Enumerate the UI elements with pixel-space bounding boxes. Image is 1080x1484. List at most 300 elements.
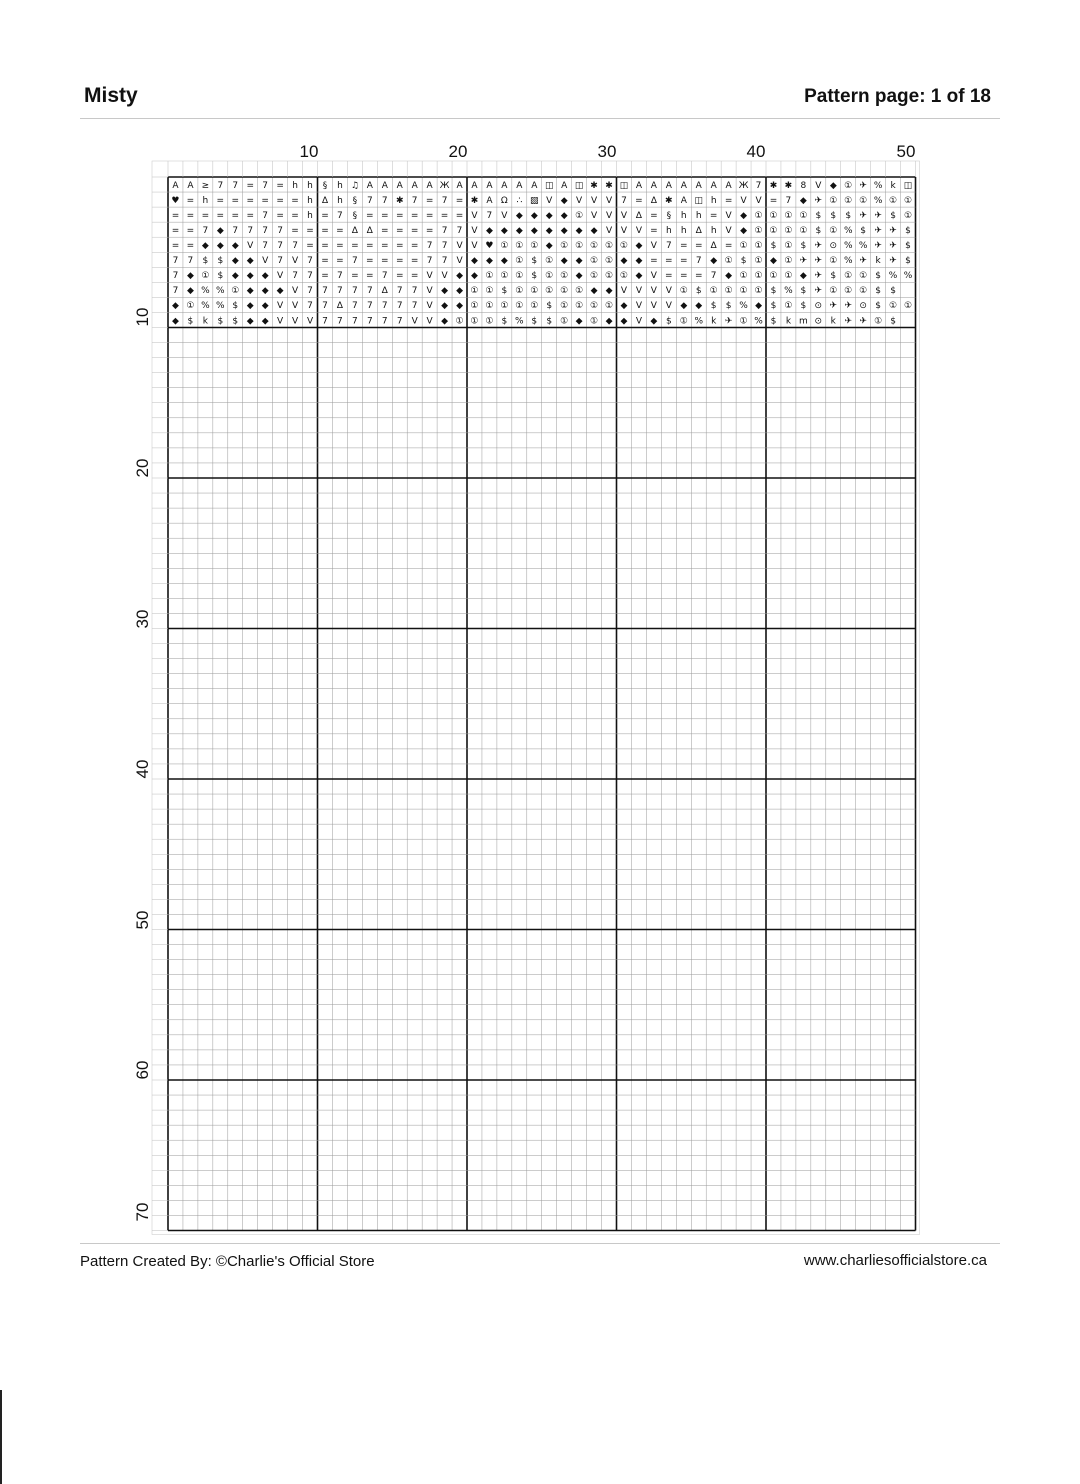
stitch-symbol: ◆ xyxy=(441,301,449,312)
stitch-symbol: ∆ xyxy=(336,301,343,312)
stitch-symbol: V xyxy=(755,195,762,206)
stitch-symbol: = xyxy=(246,195,254,206)
stitch-symbol: 7 xyxy=(426,241,433,252)
stitch-symbol: ① xyxy=(829,286,838,297)
stitch-symbol: ◆ xyxy=(515,225,523,236)
stitch-symbol: ◆ xyxy=(456,271,463,282)
stitch-symbol: ① xyxy=(545,256,554,267)
stitch-symbol: ① xyxy=(754,256,763,267)
stitch-symbol: = xyxy=(410,241,419,252)
stitch-symbol: ◆ xyxy=(441,316,449,327)
stitch-symbol: = xyxy=(366,241,374,252)
stitch-symbol: ① xyxy=(903,210,913,221)
stitch-symbol: 7 xyxy=(262,241,269,252)
stitch-symbol: A xyxy=(695,180,702,191)
stitch-symbol: 7 xyxy=(337,286,343,297)
stitch-symbol: = xyxy=(395,210,404,221)
stitch-symbol: ① xyxy=(739,316,748,327)
stitch-symbol: ① xyxy=(515,286,524,297)
stitch-symbol: ◆ xyxy=(530,210,538,221)
stitch-symbol: ✱ xyxy=(605,180,613,191)
stitch-symbol: 7 xyxy=(352,256,358,267)
stitch-symbol: h xyxy=(337,195,343,206)
stitch-symbol: ✱ xyxy=(590,180,598,191)
stitch-symbol: $ xyxy=(770,301,777,312)
row-label-10: 10 xyxy=(133,307,152,327)
stitch-symbol: = xyxy=(366,256,374,267)
stitch-symbol: $ xyxy=(815,210,822,221)
stitch-symbol: = xyxy=(186,195,195,206)
stitch-symbol: A xyxy=(516,180,523,191)
stitch-symbol: A xyxy=(650,180,657,191)
stitch-symbol: % xyxy=(201,286,210,297)
stitch-symbol: ① xyxy=(769,210,778,221)
stitch-symbol: ◫ xyxy=(903,180,913,191)
stitch-symbol: $ xyxy=(830,210,837,221)
stitch-symbol: h xyxy=(710,225,717,236)
stitch-symbol: = xyxy=(321,256,329,267)
stitch-symbol: 7 xyxy=(292,241,298,252)
stitch-symbol: % xyxy=(201,301,210,312)
stitch-symbol: = xyxy=(351,241,359,252)
stitch-symbol: ① xyxy=(844,286,853,297)
stitch-symbol: ✈ xyxy=(814,195,823,206)
stitch-symbol: ◆ xyxy=(650,316,658,327)
stitch-symbol: ① xyxy=(515,271,524,282)
stitch-symbol: ① xyxy=(903,195,913,206)
stitch-symbol: V xyxy=(635,301,643,312)
stitch-symbol: V xyxy=(650,271,657,282)
stitch-symbol: = xyxy=(351,271,359,282)
stitch-symbol: ✈ xyxy=(874,225,882,236)
stitch-symbol: ① xyxy=(709,286,718,297)
stitch-symbol: ① xyxy=(590,256,599,267)
stitch-symbol: ✈ xyxy=(874,210,882,221)
stitch-symbol: $ xyxy=(875,271,881,282)
stitch-symbol: ◆ xyxy=(695,301,703,312)
stitch-symbol: ✈ xyxy=(859,316,867,327)
stitch-symbol: ① xyxy=(575,286,584,297)
stitch-symbol: V xyxy=(471,210,478,221)
stitch-symbol: ◆ xyxy=(201,241,209,252)
stitch-symbol: A xyxy=(396,180,403,191)
stitch-symbol: ◆ xyxy=(246,271,254,282)
stitch-symbol: ① xyxy=(201,271,210,282)
stitch-symbol: ✱ xyxy=(784,180,793,191)
stitch-symbol: ∴ xyxy=(516,195,523,206)
stitch-symbol: ✈ xyxy=(859,180,867,191)
stitch-symbol: $ xyxy=(232,301,239,312)
stitch-symbol: ◆ xyxy=(456,301,463,312)
stitch-symbol: V xyxy=(441,271,448,282)
stitch-symbol: $ xyxy=(770,241,777,252)
stitch-symbol: ✈ xyxy=(814,256,823,267)
stitch-symbol: h xyxy=(307,210,313,221)
stitch-symbol: A xyxy=(561,180,568,191)
stitch-symbol: = xyxy=(650,256,658,267)
stitch-symbol: 7 xyxy=(277,241,283,252)
stitch-symbol: 7 xyxy=(202,225,209,236)
stitch-symbol: = xyxy=(321,271,329,282)
stitch-symbol: ① xyxy=(799,210,808,221)
stitch-symbol: § xyxy=(322,180,328,191)
stitch-symbol: ♥ xyxy=(485,241,494,252)
stitch-symbol: ① xyxy=(545,271,554,282)
stitch-symbol: § xyxy=(352,195,358,206)
stitch-symbol: ◆ xyxy=(575,225,583,236)
row-label-20: 20 xyxy=(133,458,152,478)
stitch-symbol: = xyxy=(381,225,389,236)
stitch-symbol: = xyxy=(276,180,284,191)
stitch-symbol: = xyxy=(291,195,299,206)
stitch-symbol: $ xyxy=(217,256,224,267)
scan-edge-mark xyxy=(0,1390,2,1484)
stitch-symbol: ① xyxy=(485,271,494,282)
stitch-symbol: 7 xyxy=(366,195,373,206)
stitch-symbol: = xyxy=(680,271,688,282)
stitch-symbol: 7 xyxy=(262,225,269,236)
stitch-symbol: A xyxy=(411,180,418,191)
stitch-symbol: k xyxy=(890,180,896,191)
stitch-symbol: = xyxy=(336,225,344,236)
stitch-symbol: % xyxy=(694,316,704,327)
stitch-symbol: $ xyxy=(800,241,807,252)
stitch-symbol: ◆ xyxy=(560,195,568,206)
stitch-symbol: A xyxy=(635,180,643,191)
stitch-symbol: ① xyxy=(679,316,688,327)
stitch-symbol: ∆ xyxy=(351,225,358,236)
stitch-symbol: A xyxy=(725,180,732,191)
stitch-symbol: ◆ xyxy=(261,286,269,297)
stitch-symbol: ① xyxy=(500,241,509,252)
stitch-symbol: ◆ xyxy=(246,316,254,327)
stitch-symbol: ◆ xyxy=(590,286,598,297)
stitch-symbol: ① xyxy=(799,225,808,236)
stitch-symbol: 7 xyxy=(172,271,179,282)
stitch-symbol: $ xyxy=(695,286,702,297)
stitch-symbol: ◆ xyxy=(799,271,807,282)
stitch-symbol: 7 xyxy=(307,286,313,297)
stitch-symbol: = xyxy=(425,195,434,206)
stitch-symbol: ◆ xyxy=(635,256,643,267)
stitch-symbol: A xyxy=(471,180,478,191)
stitch-symbol: ◆ xyxy=(770,256,777,267)
stitch-symbol: $ xyxy=(800,286,807,297)
stitch-symbol: ◆ xyxy=(231,271,239,282)
stitch-symbol: V xyxy=(605,195,613,206)
store-website-link[interactable]: www.charliesofficialstore.ca xyxy=(803,1252,987,1269)
stitch-symbol: ① xyxy=(186,301,195,312)
stitch-symbol: = xyxy=(694,271,703,282)
stitch-symbol: ① xyxy=(844,195,853,206)
stitch-symbol: h xyxy=(292,180,298,191)
stitch-symbol: 7 xyxy=(366,316,373,327)
stitch-symbol: = xyxy=(395,225,404,236)
stitch-symbol: ◆ xyxy=(186,286,194,297)
stitch-symbol: 7 xyxy=(322,301,328,312)
stitch-symbol: ◆ xyxy=(485,225,493,236)
stitch-symbol: ◆ xyxy=(276,286,284,297)
stitch-symbol: $ xyxy=(531,271,538,282)
stitch-symbol: $ xyxy=(905,225,911,236)
stitch-symbol: = xyxy=(291,225,299,236)
stitch-symbol: % xyxy=(739,301,748,312)
stitch-symbol: $ xyxy=(710,301,717,312)
stitch-symbol: 7 xyxy=(277,225,283,236)
column-label-10: 10 xyxy=(299,142,319,161)
stitch-symbol: = xyxy=(216,195,225,206)
stitch-symbol: ① xyxy=(829,225,838,236)
stitch-symbol: V xyxy=(546,195,553,206)
stitch-symbol: 7 xyxy=(262,210,269,221)
stitch-symbol: = xyxy=(694,241,703,252)
stitch-symbol: $ xyxy=(830,271,837,282)
stitch-symbol: = xyxy=(425,225,434,236)
stitch-symbol: § xyxy=(352,210,358,221)
stitch-symbol: 7 xyxy=(262,180,269,191)
stitch-symbol: ① xyxy=(231,286,240,297)
stitch-symbol: = xyxy=(410,225,419,236)
stitch-symbol: = xyxy=(381,241,389,252)
stitch-symbol: V xyxy=(291,316,299,327)
stitch-symbol: ◆ xyxy=(605,316,613,327)
stitch-symbol: $ xyxy=(875,301,881,312)
stitch-symbol: ① xyxy=(590,271,599,282)
stitch-symbol: = xyxy=(216,210,225,221)
stitch-symbol: ① xyxy=(590,301,599,312)
stitch-symbol: V xyxy=(576,195,583,206)
stitch-symbol: ① xyxy=(754,271,763,282)
stitch-symbol: V xyxy=(635,316,643,327)
stitch-symbol: ① xyxy=(560,286,569,297)
stitch-symbol: ① xyxy=(515,301,524,312)
stitch-symbol: 7 xyxy=(322,316,328,327)
stitch-symbol: ♫ xyxy=(350,180,359,191)
stitch-symbol: = xyxy=(635,195,643,206)
stitch-symbol: 7 xyxy=(337,271,343,282)
stitch-symbol: ① xyxy=(604,301,614,312)
stitch-symbol: ① xyxy=(530,301,539,312)
stitch-symbol: 7 xyxy=(292,271,298,282)
stitch-symbol: ① xyxy=(575,210,584,221)
stitch-symbol: ◆ xyxy=(515,210,523,221)
stitch-symbol: 7 xyxy=(366,301,373,312)
stitch-symbol: = xyxy=(665,271,673,282)
stitch-symbol: = xyxy=(336,256,344,267)
stitch-symbol: ◆ xyxy=(246,286,254,297)
stitch-symbol: = xyxy=(366,271,374,282)
stitch-symbol: h xyxy=(710,195,717,206)
stitch-symbol: V xyxy=(426,316,433,327)
stitch-symbol: 7 xyxy=(411,286,418,297)
stitch-symbol: ◆ xyxy=(755,301,762,312)
stitch-symbol: 7 xyxy=(710,271,717,282)
stitch-symbol: ① xyxy=(844,271,853,282)
stitch-symbol: V xyxy=(665,301,672,312)
stitch-symbol: = xyxy=(171,225,180,236)
stitch-symbol: ① xyxy=(619,241,629,252)
stitch-symbol: = xyxy=(276,210,284,221)
stitch-symbol: = xyxy=(321,210,329,221)
row-label-60: 60 xyxy=(133,1060,152,1080)
stitch-symbol: A xyxy=(531,180,538,191)
stitch-symbol: V xyxy=(815,180,822,191)
stitch-symbol: $ xyxy=(800,301,807,312)
stitch-symbol: ① xyxy=(754,210,763,221)
stitch-symbol: h xyxy=(307,180,313,191)
stitch-symbol: A xyxy=(187,180,194,191)
stitch-symbol: % xyxy=(216,286,225,297)
stitch-symbol: V xyxy=(590,210,598,221)
stitch-symbol: 7 xyxy=(441,225,448,236)
stitch-symbol: ◆ xyxy=(560,225,568,236)
stitch-symbol: ✱ xyxy=(470,195,479,206)
stitch-symbol: ✈ xyxy=(859,210,867,221)
stitch-symbol: ◆ xyxy=(635,271,643,282)
stitch-symbol: ✈ xyxy=(799,256,808,267)
stitch-symbol: ✱ xyxy=(665,195,673,206)
stitch-symbol: ◆ xyxy=(231,241,239,252)
stitch-symbol: k xyxy=(875,256,881,267)
stitch-symbol: 7 xyxy=(456,225,463,236)
stitch-symbol: ① xyxy=(754,225,763,236)
pattern-credit: Pattern Created By: ©Charlie's Official Store xyxy=(80,1253,375,1270)
stitch-symbol: ① xyxy=(604,271,614,282)
stitch-symbol: ① xyxy=(575,241,584,252)
stitch-symbol: ✈ xyxy=(844,316,852,327)
stitch-symbol: ① xyxy=(485,286,494,297)
column-label-50: 50 xyxy=(896,142,916,161)
stitch-symbol: 7 xyxy=(441,195,448,206)
stitch-symbol: V xyxy=(635,286,643,297)
stitch-symbol: ① xyxy=(769,271,778,282)
stitch-symbol: 7 xyxy=(322,286,328,297)
stitch-symbol: = xyxy=(381,256,389,267)
stitch-symbol: V xyxy=(590,195,598,206)
stitch-symbol: 7 xyxy=(441,256,448,267)
stitch-symbol: $ xyxy=(875,286,881,297)
stitch-symbol: = xyxy=(455,210,464,221)
stitch-symbol: 7 xyxy=(366,286,373,297)
stitch-symbol: = xyxy=(680,241,688,252)
stitch-symbol: ① xyxy=(859,271,868,282)
stitch-symbol: = xyxy=(186,241,195,252)
stitch-symbol: V xyxy=(426,286,433,297)
stitch-symbol: V xyxy=(247,241,254,252)
stitch-symbol: ∆ xyxy=(321,195,328,206)
stitch-symbol: ✈ xyxy=(889,241,897,252)
stitch-symbol: V xyxy=(291,301,299,312)
stitch-symbol: 7 xyxy=(337,316,343,327)
stitch-symbol: ◆ xyxy=(590,225,598,236)
stitch-symbol: ⊙ xyxy=(814,316,823,327)
stitch-symbol: A xyxy=(486,195,493,206)
stitch-symbol: ◆ xyxy=(261,316,269,327)
stitch-symbol: = xyxy=(291,210,299,221)
stitch-symbol: = xyxy=(246,180,254,191)
column-label-20: 20 xyxy=(448,142,468,161)
stitch-symbol: ① xyxy=(604,241,614,252)
stitch-symbol: ① xyxy=(784,210,793,221)
stitch-symbol: h xyxy=(680,225,687,236)
stitch-symbol: % xyxy=(873,180,883,191)
stitch-symbol: Ω xyxy=(500,195,508,206)
stitch-symbol: = xyxy=(724,195,733,206)
stitch-symbol: $ xyxy=(890,210,896,221)
stitch-symbol: % xyxy=(515,316,524,327)
stitch-symbol: 7 xyxy=(426,256,433,267)
stitch-symbol: = xyxy=(231,210,240,221)
stitch-symbol: ◆ xyxy=(246,256,254,267)
stitch-symbol: ① xyxy=(560,316,569,327)
stitch-symbol: % xyxy=(903,271,913,282)
stitch-symbol: 7 xyxy=(755,180,762,191)
stitch-symbol: V xyxy=(262,256,269,267)
stitch-symbol: ① xyxy=(590,241,599,252)
stitch-symbol: V xyxy=(620,286,628,297)
stitch-symbol: % xyxy=(858,241,868,252)
column-label-40: 40 xyxy=(746,142,766,161)
stitch-symbol: ◆ xyxy=(545,241,553,252)
stitch-symbol: ① xyxy=(724,256,733,267)
stitch-symbol: = xyxy=(769,195,778,206)
stitch-symbol: h xyxy=(665,225,672,236)
stitch-symbol: ① xyxy=(784,241,793,252)
stitch-symbol: V xyxy=(725,225,732,236)
stitch-symbol: ◆ xyxy=(620,256,628,267)
stitch-symbol: % xyxy=(216,301,225,312)
stitch-symbol: ① xyxy=(829,195,838,206)
stitch-symbol: 7 xyxy=(352,286,358,297)
stitch-symbol: ◆ xyxy=(500,225,508,236)
stitch-symbol: $ xyxy=(187,316,194,327)
stitch-symbol: 7 xyxy=(337,210,343,221)
stitch-symbol: ◆ xyxy=(500,256,508,267)
stitch-symbol: 7 xyxy=(621,195,627,206)
page-indicator: Pattern page: 1 of 18 xyxy=(804,86,991,107)
stitch-symbol: ◆ xyxy=(635,241,643,252)
stitch-symbol: = xyxy=(440,210,449,221)
stitch-symbol: = xyxy=(650,210,658,221)
stitch-symbol: 7 xyxy=(172,256,179,267)
stitch-symbol: = xyxy=(306,241,314,252)
stitch-symbol: = xyxy=(276,195,284,206)
stitch-symbol: $ xyxy=(815,225,822,236)
stitch-symbol: h xyxy=(337,180,343,191)
stitch-symbol: ◆ xyxy=(456,286,463,297)
stitch-symbol: ◆ xyxy=(172,316,179,327)
stitch-symbol: V xyxy=(277,271,284,282)
stitch-symbol: 7 xyxy=(352,301,358,312)
stitch-symbol: ① xyxy=(784,301,793,312)
stitch-symbol: ✈ xyxy=(814,241,823,252)
stitch-symbol: 7 xyxy=(785,195,792,206)
stitch-symbol: V xyxy=(471,241,478,252)
stitch-symbol: = xyxy=(410,256,419,267)
stitch-symbol: 7 xyxy=(232,225,239,236)
stitch-symbol: = xyxy=(366,210,374,221)
stitch-symbol: V xyxy=(291,286,299,297)
stitch-symbol: % xyxy=(843,225,853,236)
stitch-symbol: = xyxy=(680,256,688,267)
stitch-symbol: V xyxy=(635,225,643,236)
stitch-symbol: ◆ xyxy=(799,195,807,206)
stitch-symbol: V xyxy=(605,225,613,236)
stitch-symbol: m xyxy=(798,316,808,327)
stitch-symbol: ① xyxy=(560,301,569,312)
stitch-symbol: $ xyxy=(725,301,732,312)
stitch-symbol: ① xyxy=(784,256,793,267)
